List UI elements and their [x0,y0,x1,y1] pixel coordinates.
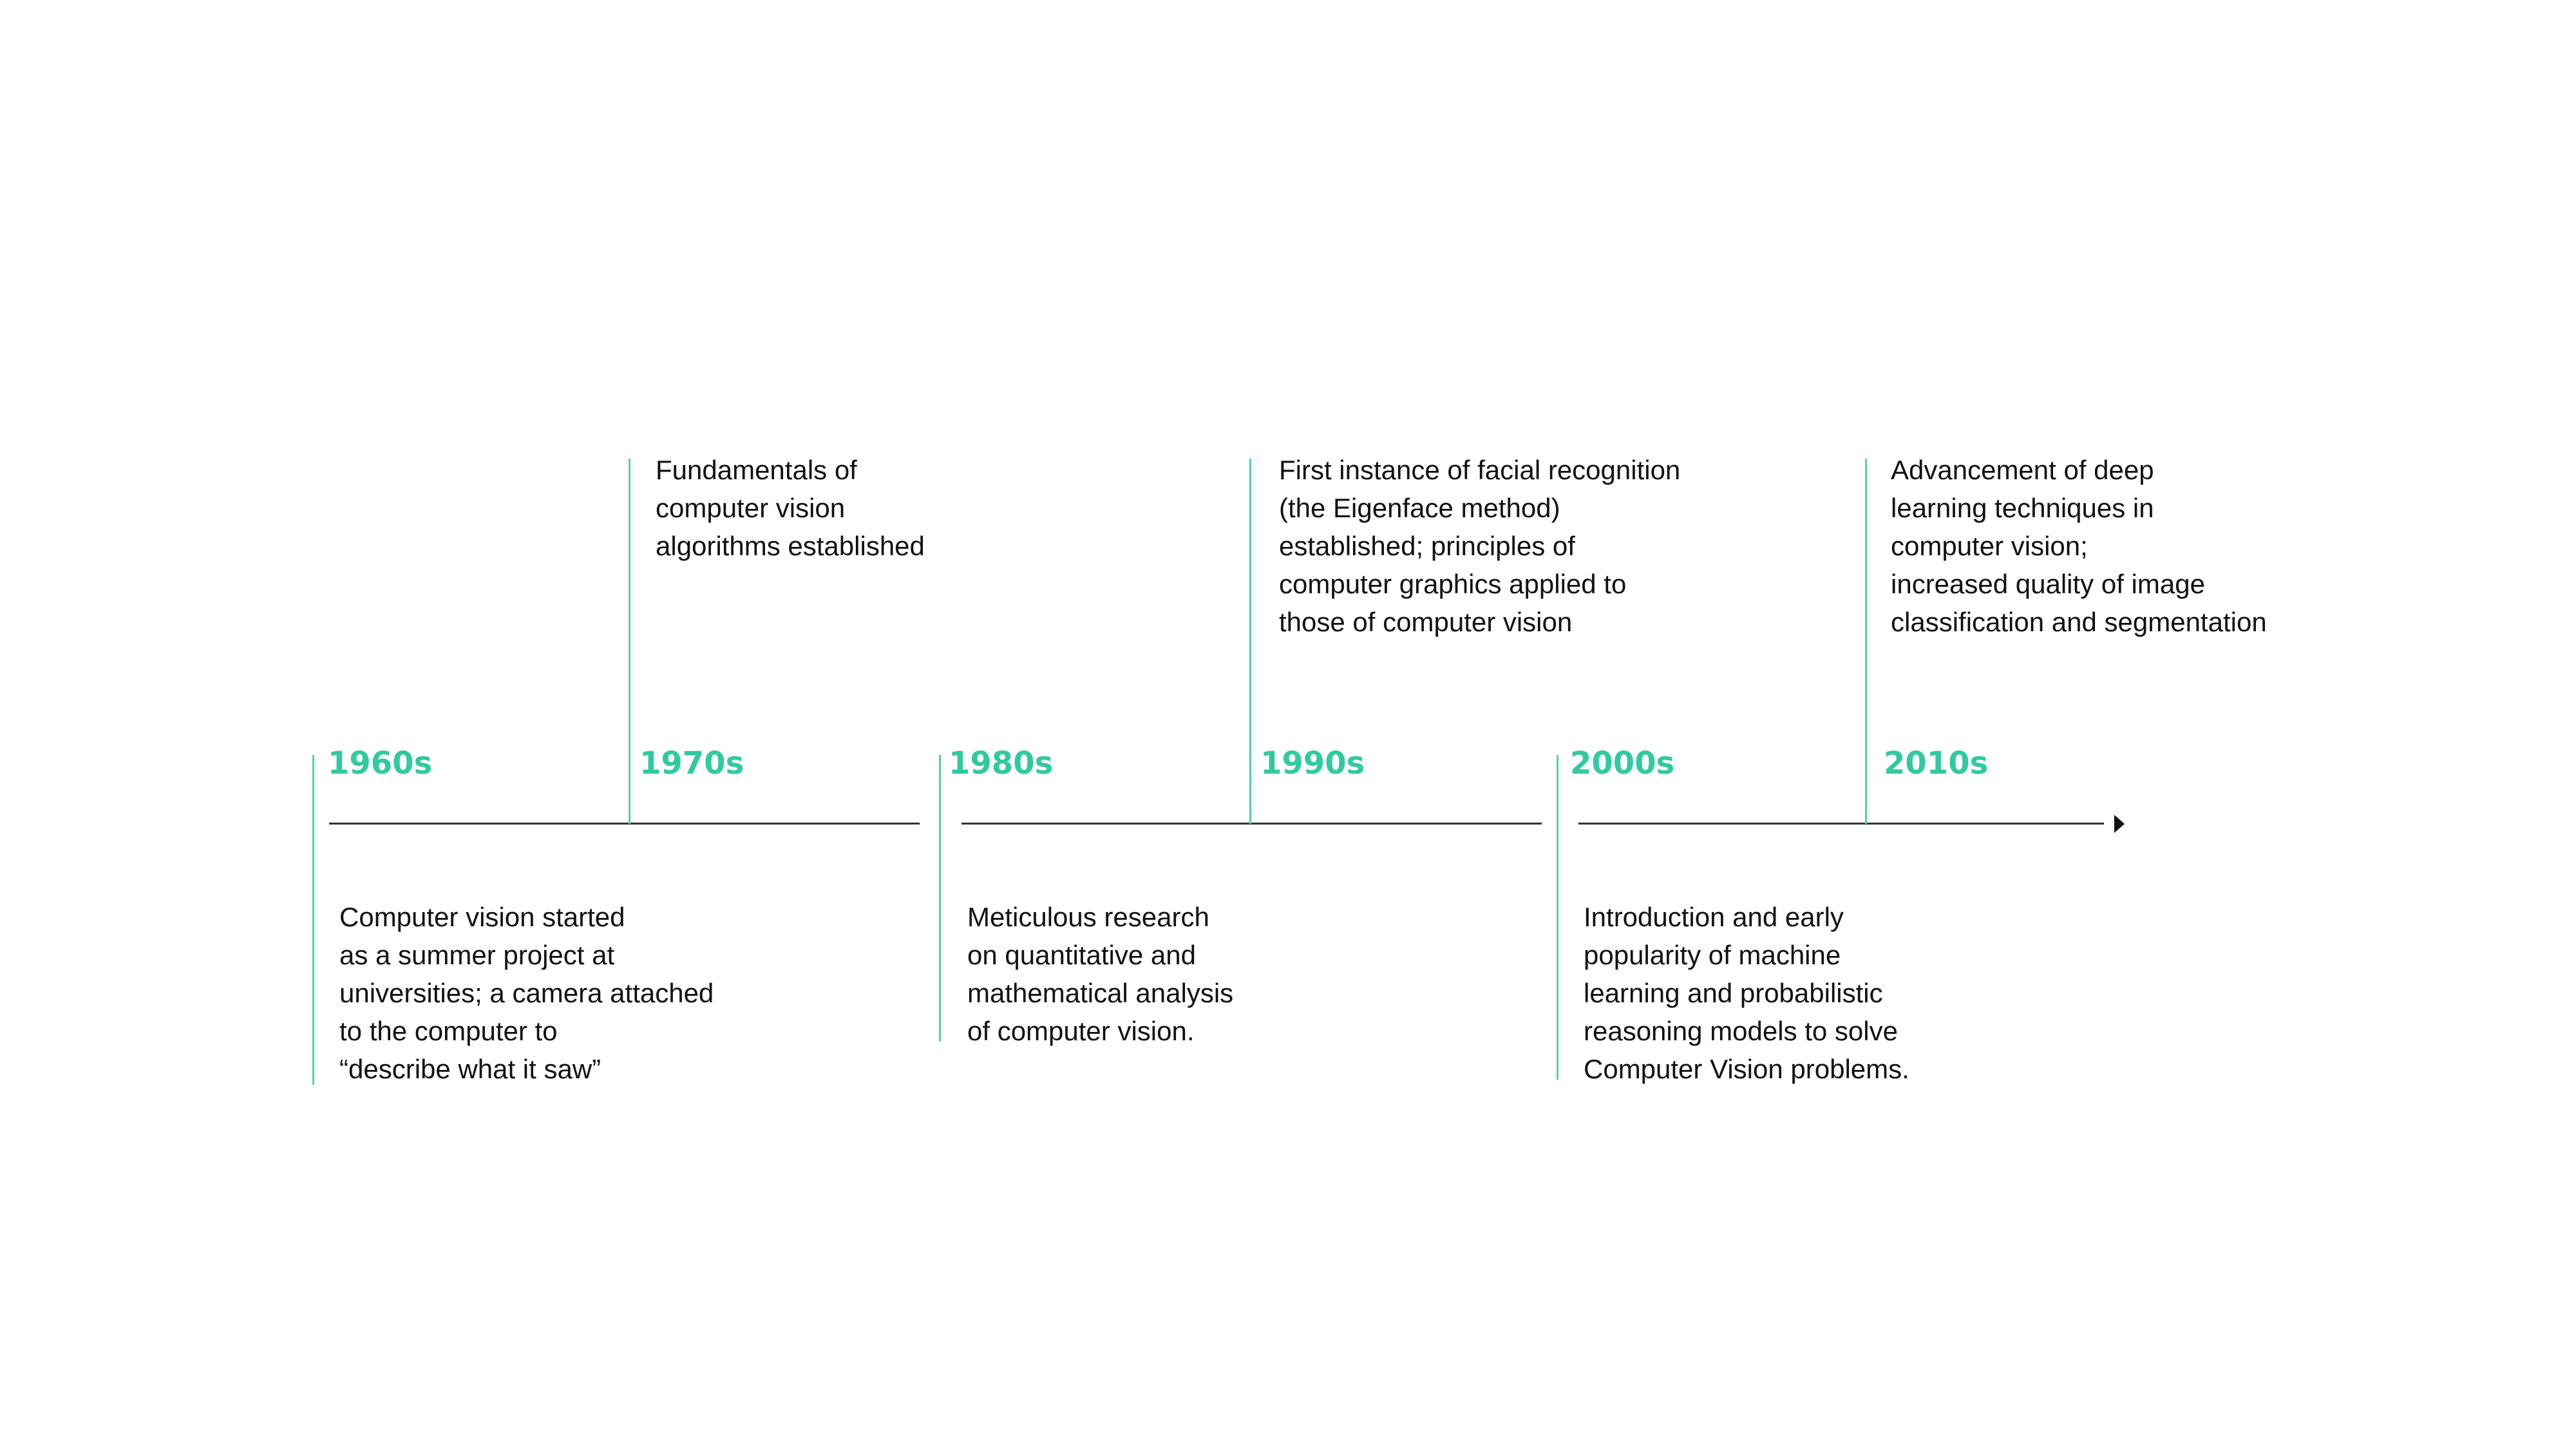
description-line: of computer vision. [967,1016,1195,1046]
connector-2010s [1865,459,1867,824]
description-line: (the Eigenface method) [1279,493,1560,523]
description-line: universities; a camera attached [339,978,714,1008]
description-line: algorithms established [656,531,925,561]
timeline-axis-segment [961,823,1542,825]
decade-label-1960s: 1960s [328,745,433,781]
description-line: Fundamentals of [656,455,857,485]
connector-2000s [1557,755,1558,1080]
description-line: classification and segmentation [1891,607,2267,637]
description-line: learning and probabilistic [1584,978,1883,1008]
description-line: reasoning models to solve [1584,1016,1898,1046]
description-line: as a summer project at [339,940,615,970]
event-description-1970s [656,451,925,565]
timeline-axis-segment [1578,823,2104,825]
event-description-1990s [1279,451,1680,641]
connector-1960s [312,755,314,1085]
decade-label-1990s: 1990s [1260,745,1365,781]
connector-1970s [629,459,630,824]
timeline-arrow-icon [2114,815,2125,833]
decade-label-2000s: 2000s [1570,745,1675,781]
timeline-axis-segment [329,823,920,825]
description-line: computer vision [656,493,846,523]
description-line: mathematical analysis [967,978,1234,1008]
description-line: popularity of machine [1584,940,1841,970]
description-line: computer vision; [1891,531,2088,561]
description-line: Computer Vision problems. [1584,1054,1909,1084]
event-description-2010s [1891,451,2267,641]
description-line: learning techniques in [1891,493,2154,523]
description-line: computer graphics applied to [1279,569,1627,599]
connector-1980s [939,755,941,1042]
description-line: those of computer vision [1279,607,1573,637]
description-line: Advancement of deep [1891,455,2154,485]
description-line: to the computer to [339,1016,558,1046]
connector-1990s [1249,459,1251,824]
decade-label-1970s: 1970s [639,745,744,781]
event-description-2000s [1584,898,1909,1088]
decade-label-2010s: 2010s [1884,745,1989,781]
description-line: Meticulous research [967,902,1209,932]
decade-label-1980s: 1980s [949,745,1054,781]
event-description-1980s [967,898,1233,1050]
description-line: Computer vision started [339,902,625,932]
description-line: “describe what it saw” [339,1054,601,1084]
description-line: First instance of facial recognition [1279,455,1681,485]
event-description-1960s [339,898,714,1088]
description-line: established; principles of [1279,531,1575,561]
description-line: on quantitative and [967,940,1196,970]
description-line: increased quality of image [1891,569,2205,599]
description-line: Introduction and early [1584,902,1844,932]
